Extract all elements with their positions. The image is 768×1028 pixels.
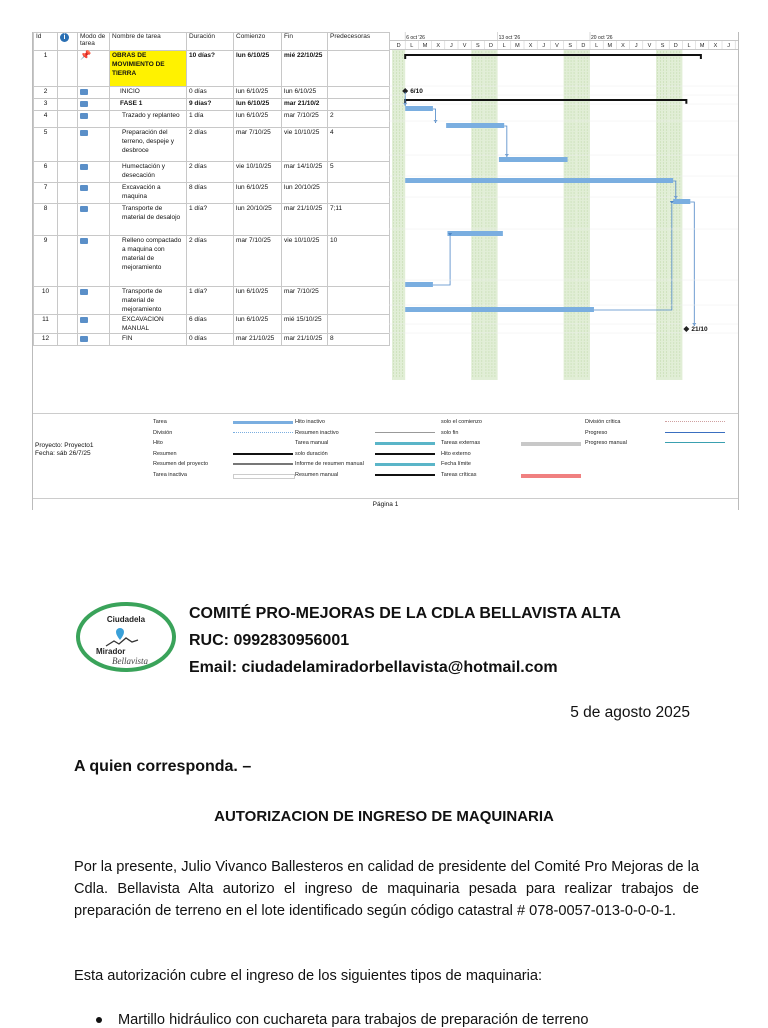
task-bar [405, 282, 433, 287]
day-label: X [528, 43, 533, 49]
task-predecessors[interactable] [328, 51, 390, 87]
task-mode-cell[interactable] [78, 236, 110, 287]
gantt-chart [389, 32, 738, 380]
legend-label: Tarea [153, 419, 167, 425]
task-predecessors[interactable] [328, 287, 390, 315]
task-predecessors[interactable]: 10 [328, 236, 390, 287]
task-id[interactable]: 1 [34, 51, 58, 87]
day-label: S [660, 43, 665, 49]
task-name[interactable]: EXCAVACION MANUAL [110, 315, 187, 334]
task-mode-cell[interactable] [78, 128, 110, 162]
task-finish[interactable]: mar 14/10/25 [282, 162, 328, 183]
task-finish[interactable]: mar 21/10/25 [282, 334, 328, 346]
task-duration[interactable]: 1 día? [187, 204, 234, 236]
dependency-line [690, 202, 694, 326]
day-label: J [542, 43, 546, 49]
task-name[interactable]: Trazado y replanteo [110, 111, 187, 128]
task-name[interactable]: Transporte de material de desalojo [110, 204, 187, 236]
project-info [35, 442, 94, 458]
task-name[interactable]: FASE 1 [110, 99, 187, 111]
svg-text:Mirador: Mirador [96, 647, 126, 656]
legend-label: Tarea inactiva [153, 471, 187, 478]
task-duration[interactable]: 6 días [187, 315, 234, 334]
task-bar [405, 106, 433, 111]
task-info-cell[interactable] [58, 128, 78, 162]
legend-swatch [521, 474, 581, 478]
task-duration[interactable]: 1 día [187, 111, 234, 128]
milestone-label: 21/10 [691, 326, 708, 333]
legend-swatch [233, 474, 295, 479]
dependency-line [433, 236, 450, 285]
legend-label: División [153, 429, 173, 436]
col-mode[interactable]: Modo de tarea [78, 33, 110, 51]
task-predecessors[interactable] [328, 99, 390, 111]
task-info-cell[interactable] [58, 334, 78, 346]
machinery-list-item [96, 1012, 589, 1028]
task-id[interactable]: 11 [34, 315, 58, 334]
legend-swatch [375, 463, 435, 466]
task-name[interactable]: Transporte de material de mejoramiento [110, 287, 187, 315]
legend-label: Hito [153, 440, 163, 446]
project-date: Fecha: sáb 26/7/25 [35, 450, 91, 457]
task-id[interactable]: 5 [34, 128, 58, 162]
task-row[interactable] [34, 204, 390, 236]
task-row[interactable] [34, 111, 390, 128]
auto-schedule-icon [80, 113, 88, 119]
task-finish[interactable]: vie 10/10/25 [282, 128, 328, 162]
task-bar [447, 231, 502, 236]
task-mode-cell[interactable] [78, 183, 110, 204]
body-paragraph-2: Esta autorización cubre el ingreso de los siguientes tipos de maquinaria: [74, 968, 543, 984]
letterhead [189, 600, 621, 681]
legend-label: Progreso manual [585, 440, 627, 446]
task-row[interactable] [34, 51, 390, 87]
task-info-cell[interactable] [58, 183, 78, 204]
task-id[interactable]: 2 [34, 87, 58, 99]
legend-swatch [521, 442, 581, 446]
task-finish[interactable]: vie 10/10/25 [282, 236, 328, 287]
task-info-cell[interactable] [58, 287, 78, 315]
task-bar [446, 123, 504, 128]
task-start[interactable]: lun 6/10/25 [234, 99, 282, 111]
task-finish[interactable]: mar 21/10/25 [282, 204, 328, 236]
gantt-header-row [34, 33, 390, 51]
task-name[interactable]: FIN [110, 334, 187, 346]
task-info-cell[interactable] [58, 204, 78, 236]
task-start[interactable]: lun 6/10/25 [234, 87, 282, 99]
task-name[interactable]: Excavación a maquina [110, 183, 187, 204]
task-finish[interactable]: mar 7/10/25 [282, 287, 328, 315]
task-name[interactable]: Preparación del terreno, despeje y desbroce [110, 128, 187, 162]
day-label: V [555, 43, 559, 49]
legend-swatch [375, 442, 435, 445]
task-mode-cell[interactable] [78, 315, 110, 334]
auto-schedule-icon [80, 206, 88, 212]
letter-date: 5 de agosto 2025 [570, 704, 690, 721]
mirador-logo [76, 602, 176, 672]
legend-label: Hito externo [441, 450, 471, 457]
task-mode-cell[interactable] [78, 287, 110, 315]
legend-swatch [233, 463, 293, 468]
task-id[interactable]: 7 [34, 183, 58, 204]
task-id[interactable]: 12 [34, 334, 58, 346]
manual-pin-icon: 📌 [80, 50, 92, 60]
task-duration[interactable]: 2 días [187, 128, 234, 162]
auto-schedule-icon [80, 101, 88, 107]
week-label: 20 oct '26 [591, 35, 613, 41]
task-info-cell[interactable] [58, 111, 78, 128]
task-start[interactable]: lun 6/10/25 [234, 287, 282, 315]
task-predecessors[interactable] [328, 183, 390, 204]
task-duration[interactable]: 2 días [187, 162, 234, 183]
task-start[interactable]: mar 7/10/25 [234, 236, 282, 287]
day-label: X [621, 43, 625, 49]
task-duration[interactable]: 8 días [187, 183, 234, 204]
day-label: V [647, 43, 652, 49]
legend-label: Resumen del proyecto [153, 461, 209, 467]
day-label: S [568, 43, 573, 49]
gantt-page [32, 32, 739, 510]
project-name: Proyecto: Proyecto1 [35, 442, 94, 449]
day-label: D [489, 43, 493, 49]
legend-label: Fecha límite [441, 461, 471, 467]
legend-label: solo el comienzo [441, 419, 482, 425]
legend-swatch [375, 432, 435, 436]
task-info-cell[interactable] [58, 162, 78, 183]
task-start[interactable]: lun 6/10/25 [234, 183, 282, 204]
task-bar [405, 178, 673, 183]
task-row[interactable] [34, 99, 390, 111]
legend-label: Resumen manual [295, 471, 339, 478]
day-label: M [515, 43, 520, 49]
task-duration[interactable]: 0 días [187, 87, 234, 99]
task-row[interactable] [34, 162, 390, 183]
auto-schedule-icon [80, 289, 88, 295]
task-id[interactable]: 3 [34, 99, 58, 111]
task-id[interactable]: 4 [34, 111, 58, 128]
legend-label: Tareas críticas [441, 471, 477, 478]
day-label: D [673, 43, 678, 49]
task-start[interactable]: vie 10/10/25 [234, 162, 282, 183]
legend-swatch [233, 453, 293, 458]
task-bar [405, 307, 594, 312]
task-row[interactable] [34, 334, 390, 346]
col-duration[interactable]: Duración [187, 33, 234, 51]
day-label: J [634, 43, 638, 49]
task-start[interactable]: lun 6/10/25 [234, 315, 282, 334]
task-mode-cell[interactable] [78, 99, 110, 111]
task-name[interactable]: OBRAS DE MOVIMIENTO DE TIERRA [110, 51, 187, 87]
org-email: Email: ciudadelamiradorbellavista@hotmail.com [189, 659, 558, 676]
task-name[interactable]: Humectación y desecación [110, 162, 187, 183]
task-mode-cell[interactable] [78, 87, 110, 99]
task-row[interactable] [34, 287, 390, 315]
legend-label: Progreso [585, 429, 608, 436]
task-info-cell[interactable] [58, 315, 78, 334]
task-start[interactable]: mar 21/10/25 [234, 334, 282, 346]
task-duration[interactable]: 2 días [187, 236, 234, 287]
legend-label: Informe de resumen manual [295, 461, 364, 467]
day-label: D [581, 43, 586, 49]
auto-schedule-icon [80, 317, 88, 323]
task-mode-cell[interactable] [78, 111, 110, 128]
milestone-diamond [683, 326, 689, 332]
legend-swatch [233, 421, 293, 424]
auto-schedule-icon [80, 130, 88, 136]
day-label: M [422, 43, 428, 49]
task-row[interactable] [34, 87, 390, 99]
day-label: J [450, 43, 453, 49]
task-duration[interactable]: 1 día? [187, 287, 234, 315]
legend-label: Hito inactivo [295, 419, 325, 425]
legend-label: Resumen [153, 450, 177, 457]
body-paragraph: Por la presente, Julio Vivanco Ballesteros en calidad de presidente del Comité Pro Mejoras de la Cdla. Bellavista Alta autorizo el ingreso de maquinaria pesada para realizar trabajos de preparación de terreno en el lote identificado según código catastral # 078-0057-013-0-0-0-1. [74, 859, 699, 919]
week-label: 6 oct '26 [406, 35, 425, 41]
legend-swatch [375, 474, 435, 479]
col-name[interactable]: Nombre de tarea [110, 33, 187, 51]
week-label: 13 oct '26 [498, 35, 521, 41]
task-id[interactable]: 9 [34, 236, 58, 287]
task-mode-cell[interactable] [78, 162, 110, 183]
salutation: A quien corresponda. – [74, 758, 252, 775]
task-predecessors[interactable]: 5 [328, 162, 390, 183]
letter-subject: AUTORIZACION DE INGRESO DE MAQUINARIA [214, 808, 554, 825]
task-mode-cell[interactable] [78, 334, 110, 346]
auto-schedule-icon [80, 89, 88, 95]
day-label: S [475, 43, 480, 49]
task-name[interactable]: INICIO [110, 87, 187, 99]
task-predecessors[interactable]: 7;11 [328, 204, 390, 236]
task-start[interactable]: lun 6/10/25 [234, 51, 282, 87]
day-label: V [462, 43, 467, 49]
legend-label: Tarea manual [295, 440, 329, 446]
task-start[interactable]: lun 20/10/25 [234, 204, 282, 236]
task-duration[interactable]: 9 días? [187, 99, 234, 111]
task-finish[interactable]: lun 20/10/25 [282, 183, 328, 204]
task-predecessors[interactable] [328, 315, 390, 334]
task-row[interactable] [34, 315, 390, 334]
task-info-cell[interactable] [58, 51, 78, 87]
task-name[interactable]: Relleno compactado a maquina con material de mejoramiento [110, 236, 187, 287]
task-row[interactable] [34, 236, 390, 287]
auto-schedule-icon [80, 164, 88, 170]
day-label: L [687, 43, 691, 49]
col-info[interactable] [58, 33, 78, 51]
legend-swatch [665, 432, 725, 436]
task-bar [673, 199, 690, 204]
task-finish[interactable]: lun 6/10/25 [282, 87, 328, 99]
milestone-label: 6/10 [410, 88, 423, 95]
task-mode-cell[interactable] [78, 204, 110, 236]
task-finish[interactable]: mié 15/10/25 [282, 315, 328, 334]
day-label: J [727, 43, 730, 49]
task-row[interactable] [34, 128, 390, 162]
task-bar [499, 157, 568, 162]
dependency-arrowhead [505, 154, 509, 157]
day-label: M [699, 43, 705, 49]
legend-label: solo duración [295, 450, 328, 457]
svg-text:Bellavista: Bellavista [112, 656, 148, 666]
legend-label: solo fin [441, 429, 459, 436]
task-finish[interactable]: mar 7/10/25 [282, 111, 328, 128]
machinery-item-text: Martillo hidráulico con cuchareta para trabajos de preparación de terreno [118, 1012, 589, 1028]
legend-label: División crítica [585, 419, 621, 425]
day-label: L [595, 43, 599, 49]
legend-label: Tareas externas [441, 440, 481, 446]
task-finish[interactable]: mar 21/10/2 [282, 99, 328, 111]
task-id[interactable]: 6 [34, 162, 58, 183]
task-start[interactable]: mar 7/10/25 [234, 128, 282, 162]
day-label: M [607, 43, 613, 49]
legend-swatch [665, 442, 725, 446]
legend [33, 413, 738, 511]
day-label: X [713, 43, 718, 49]
task-predecessors[interactable] [328, 87, 390, 99]
auto-schedule-icon [80, 185, 88, 191]
legend-swatch [375, 453, 435, 458]
legend-label: Resumen inactivo [295, 429, 339, 436]
task-row[interactable] [34, 183, 390, 204]
auto-schedule-icon [80, 336, 88, 342]
dependency-line [504, 126, 507, 157]
gantt-table [33, 32, 390, 346]
nonworking-day-shade [392, 50, 405, 380]
day-label: X [436, 43, 441, 49]
task-id[interactable]: 10 [34, 287, 58, 315]
legend-swatch [665, 421, 725, 425]
day-label: L [410, 43, 414, 49]
col-id[interactable]: Id [34, 33, 58, 51]
task-predecessors[interactable]: 4 [328, 128, 390, 162]
org-ruc: RUC: 0992830956001 [189, 632, 350, 649]
legend-swatch [233, 432, 293, 436]
task-finish[interactable]: mié 22/10/25 [282, 51, 328, 87]
col-start[interactable]: Comienzo [234, 33, 282, 51]
auto-schedule-icon [80, 238, 88, 244]
task-mode-cell[interactable] [78, 51, 110, 87]
bullet-icon [96, 1017, 102, 1023]
task-duration[interactable]: 10 días? [187, 51, 234, 87]
task-duration[interactable]: 0 días [187, 334, 234, 346]
task-id[interactable]: 8 [34, 204, 58, 236]
task-info-cell[interactable] [58, 99, 78, 111]
task-predecessors[interactable]: 8 [328, 334, 390, 346]
info-icon: i [60, 33, 69, 42]
task-info-cell[interactable] [58, 87, 78, 99]
dependency-arrowhead [434, 120, 438, 123]
svg-text:Ciudadela: Ciudadela [106, 615, 146, 624]
page-number: Página 1 [33, 498, 738, 508]
task-start[interactable]: lun 6/10/25 [234, 111, 282, 128]
org-name: COMITÉ PRO-MEJORAS DE LA CDLA BELLAVISTA ALTA [189, 605, 621, 622]
task-info-cell[interactable] [58, 236, 78, 287]
day-label: L [502, 43, 506, 49]
col-finish[interactable]: Fin [282, 33, 328, 51]
day-label: D [396, 43, 401, 49]
task-predecessors[interactable]: 2 [328, 111, 390, 128]
col-predecessors[interactable]: Predecesoras [328, 33, 390, 51]
